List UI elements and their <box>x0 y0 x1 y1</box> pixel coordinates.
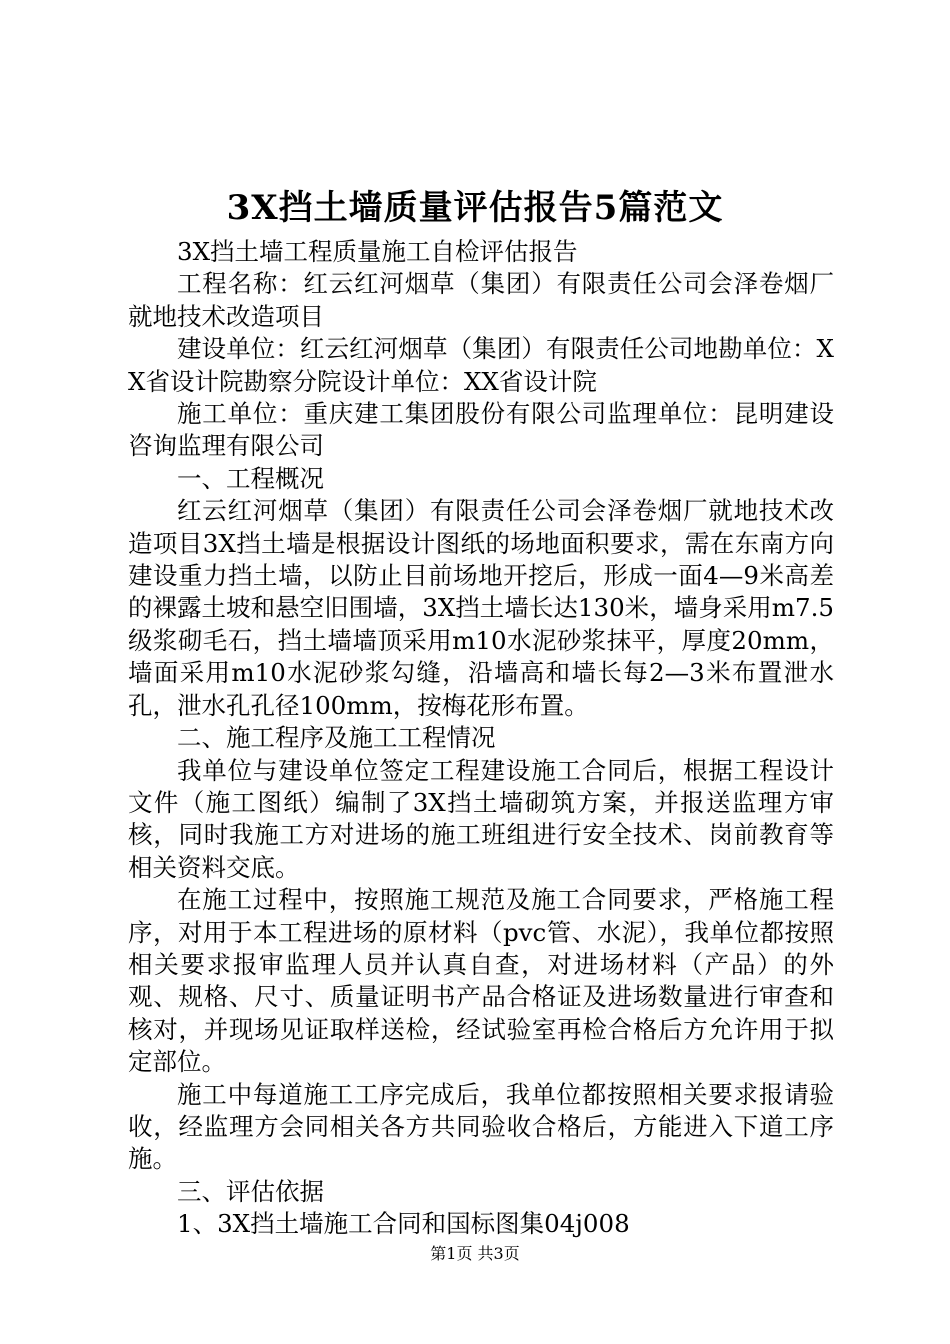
paragraph-project-name: 工程名称：红云红河烟草（集团）有限责任公司会泽卷烟厂就地技术改造项目 <box>128 269 834 331</box>
section-heading-procedure: 二、施工程序及施工工程情况 <box>177 723 496 753</box>
paragraph-basis-1: 1、3X挡土墙施工合同和国标图集04j008 <box>177 1209 630 1239</box>
document-title: 3X挡土墙质量评估报告5篇范文 <box>226 188 724 228</box>
paragraph-procedure-1: 我单位与建设单位签定工程建设施工合同后，根据工程设计文件（施工图纸）编制了3X挡土墙砌筑方案，并报送监理方审核，同时我施工方对进场的施工班组进行安全技术、岗前教育等相关资料交底。 <box>128 755 834 882</box>
document-body <box>128 236 834 1241</box>
paragraph-builder-unit: 施工单位：重庆建工集团股份有限公司监理单位：昆明建设咨询监理有限公司 <box>128 399 834 461</box>
paragraph-overview: 红云红河烟草（集团）有限责任公司会泽卷烟厂就地技术改造项目3X挡土墙是根据设计图纸的场地面积要求，需在东南方向建设重力挡土墙，以防止目前场地开挖后，形成一面4—9米高差的裸露土坡和悬空旧围墙，3X挡土墙长达130米，墙身采用m7.5级浆砌毛石，挡土墙墙顶采用m10水泥砂浆抹平，厚度20mm，墙面采用m10水泥砂浆勾缝，沿墙高和墙长每2—3米布置泄水孔，泄水孔孔径100mm，按梅花形布置。 <box>128 496 834 720</box>
paragraph-construction-unit: 建设单位：红云红河烟草（集团）有限责任公司地勘单位：XX省设计院勘察分院设计单位：XX省设计院 <box>128 334 834 396</box>
section-heading-overview: 一、工程概况 <box>177 463 324 493</box>
section-heading-basis: 三、评估依据 <box>177 1176 324 1206</box>
paragraph-procedure-3: 施工中每道施工工序完成后，我单位都按照相关要求报请验收，经监理方会同相关各方共同验收合格后，方能进入下道工序施。 <box>128 1079 834 1174</box>
paragraph-procedure-2: 在施工过程中，按照施工规范及施工合同要求，严格施工程序，对用于本工程进场的原材料（pvc管、水泥），我单位都按照相关要求报审监理人员并认真自查，对进场材料（产品）的外观、规格、尺寸、质量证明书产品合格证及进场数量进行审查和核对，并现场见证取样送检，经试验室再检合格后方允许用于拟定部位。 <box>128 885 834 1077</box>
paragraph-report-heading: 3X挡土墙工程质量施工自检评估报告 <box>177 237 578 266</box>
page-footer: 第1页 共3页 <box>430 1244 520 1263</box>
